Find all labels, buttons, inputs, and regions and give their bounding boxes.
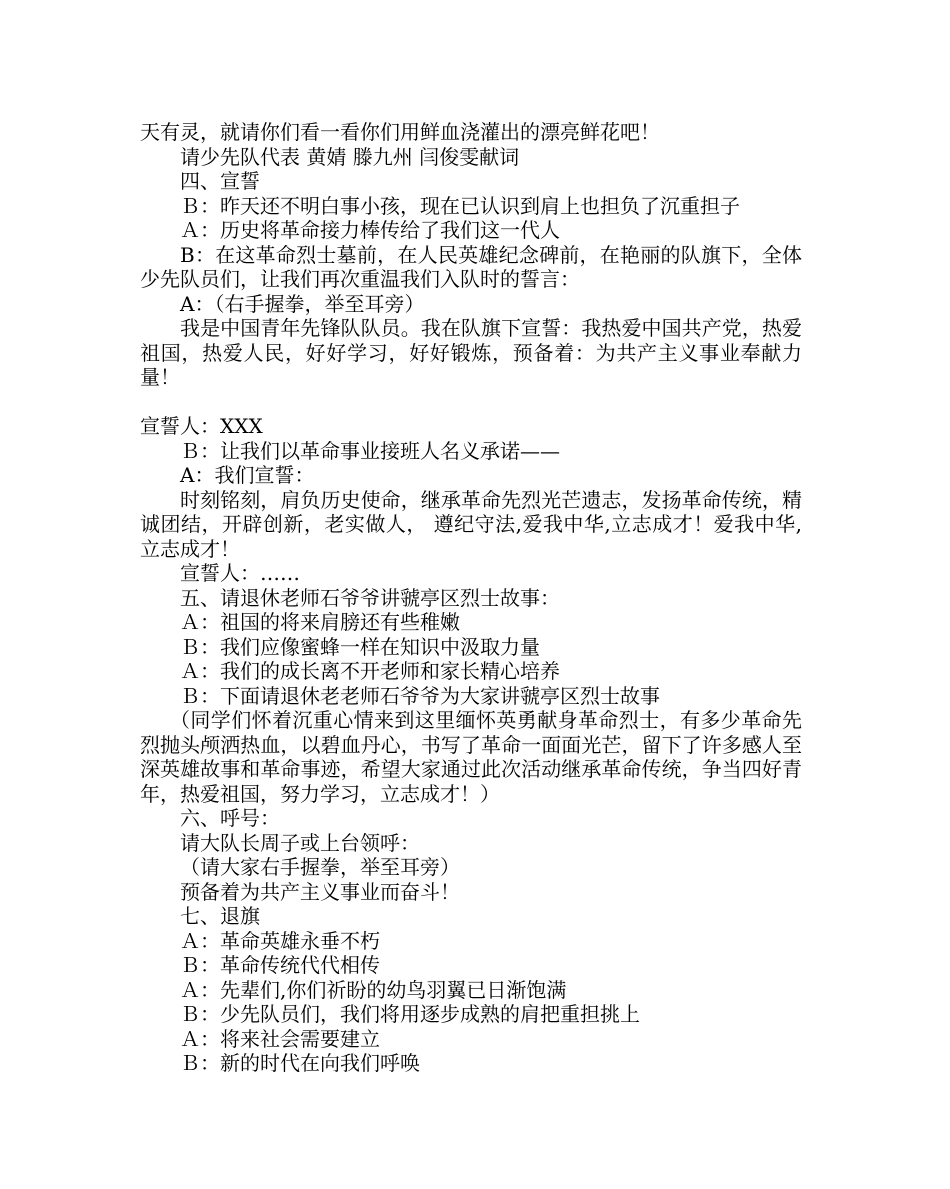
paragraph: Ａ：先辈们,你们祈盼的幼鸟羽翼已日渐饱满	[180, 977, 567, 1002]
paragraph: 六、呼号：	[180, 806, 280, 830]
paragraph: 七、退旗	[180, 904, 260, 928]
paragraph: B：在这革命烈士墓前，在人民英雄纪念碑前，在艳丽的队旗下，全体少先队员们，让我们再次重温我们入队时的誓言：	[140, 242, 802, 291]
paragraph: Ｂ：昨天还不明白事小孩，现在已认识到肩上也担负了沉重担子	[180, 193, 740, 218]
paragraph: 四、宣誓	[180, 169, 260, 193]
paragraph: Ａ：革命英雄永垂不朽	[180, 928, 380, 953]
blank-line	[140, 390, 802, 415]
paragraph: 预备着为共产主义事业而奋斗！	[180, 879, 460, 904]
paragraph: 宣誓人：……	[180, 561, 300, 585]
paragraph: Ｂ：让我们以革命事业接班人名义承诺——	[180, 438, 560, 463]
paragraph: A：（右手握拳，举至耳旁）	[180, 291, 425, 316]
paragraph: 天有灵，就请你们看一看你们用鲜血浇灌出的漂亮鲜花吧！	[140, 120, 660, 144]
paragraph: Ａ：将来社会需要建立	[180, 1026, 380, 1051]
paragraph: Ａ：我们的成长离不开老师和家长精心培养	[180, 659, 560, 683]
paragraph: 时刻铭刻，肩负历史使命，继承革命先烈光芒遗志，发扬革命传统，精诚团结，开辟创新，老实做人， 遵纪守法,爱我中华,立志成才！爱我中华,立志成才！	[140, 487, 802, 561]
paragraph: 五、请退休老师石爷爷讲虢亭区烈士故事：	[180, 585, 560, 610]
paragraph: 请少先队代表 黄婧 滕九州 闫俊雯献词	[180, 144, 520, 169]
paragraph: 我是中国青年先锋队队员。我在队旗下宣誓：我热爱中国共产党，热爱祖国，热爱人民，好好学习，好好锻炼，预备着：为共产主义事业奉献力量！	[140, 316, 802, 389]
paragraph: 请大队长周子或上台领呼：	[180, 830, 420, 855]
paragraph: Ｂ：我们应像蜜蜂一样在知识中汲取力量	[180, 634, 540, 659]
paragraph: Ｂ：革命传统代代相传	[180, 953, 380, 977]
paragraph: Ｂ：新的时代在向我们呼唤	[180, 1051, 420, 1075]
paragraph: （同学们怀着沉重心情来到这里缅怀英勇献身革命烈士，有多少革命先烈抛头颅洒热血，以碧血丹心，书写了革命一面面光芒，留下了许多感人至深英雄故事和革命事迹，希望大家通过此次活动继承革命传统，争当四好青年，热爱祖国，努力学习，立志成才！）	[140, 708, 802, 806]
paragraph: Ｂ：下面请退休老老师石爷爷为大家讲虢亭区烈士故事	[180, 683, 660, 708]
paragraph: Ｂ：少先队员们，我们将用逐步成熟的肩把重担挑上	[180, 1002, 640, 1026]
paragraph: Ａ：祖国的将来肩膀还有些稚嫩	[180, 610, 460, 634]
document-body	[140, 120, 802, 1076]
paragraph: A：我们宣誓：	[180, 463, 315, 487]
paragraph: Ａ：历史将革命接力棒传给了我们这一代人	[180, 218, 560, 242]
paragraph: 宣誓人：XXX	[140, 414, 263, 438]
paragraph: （请大家右手握拳，举至耳旁）	[180, 855, 460, 879]
